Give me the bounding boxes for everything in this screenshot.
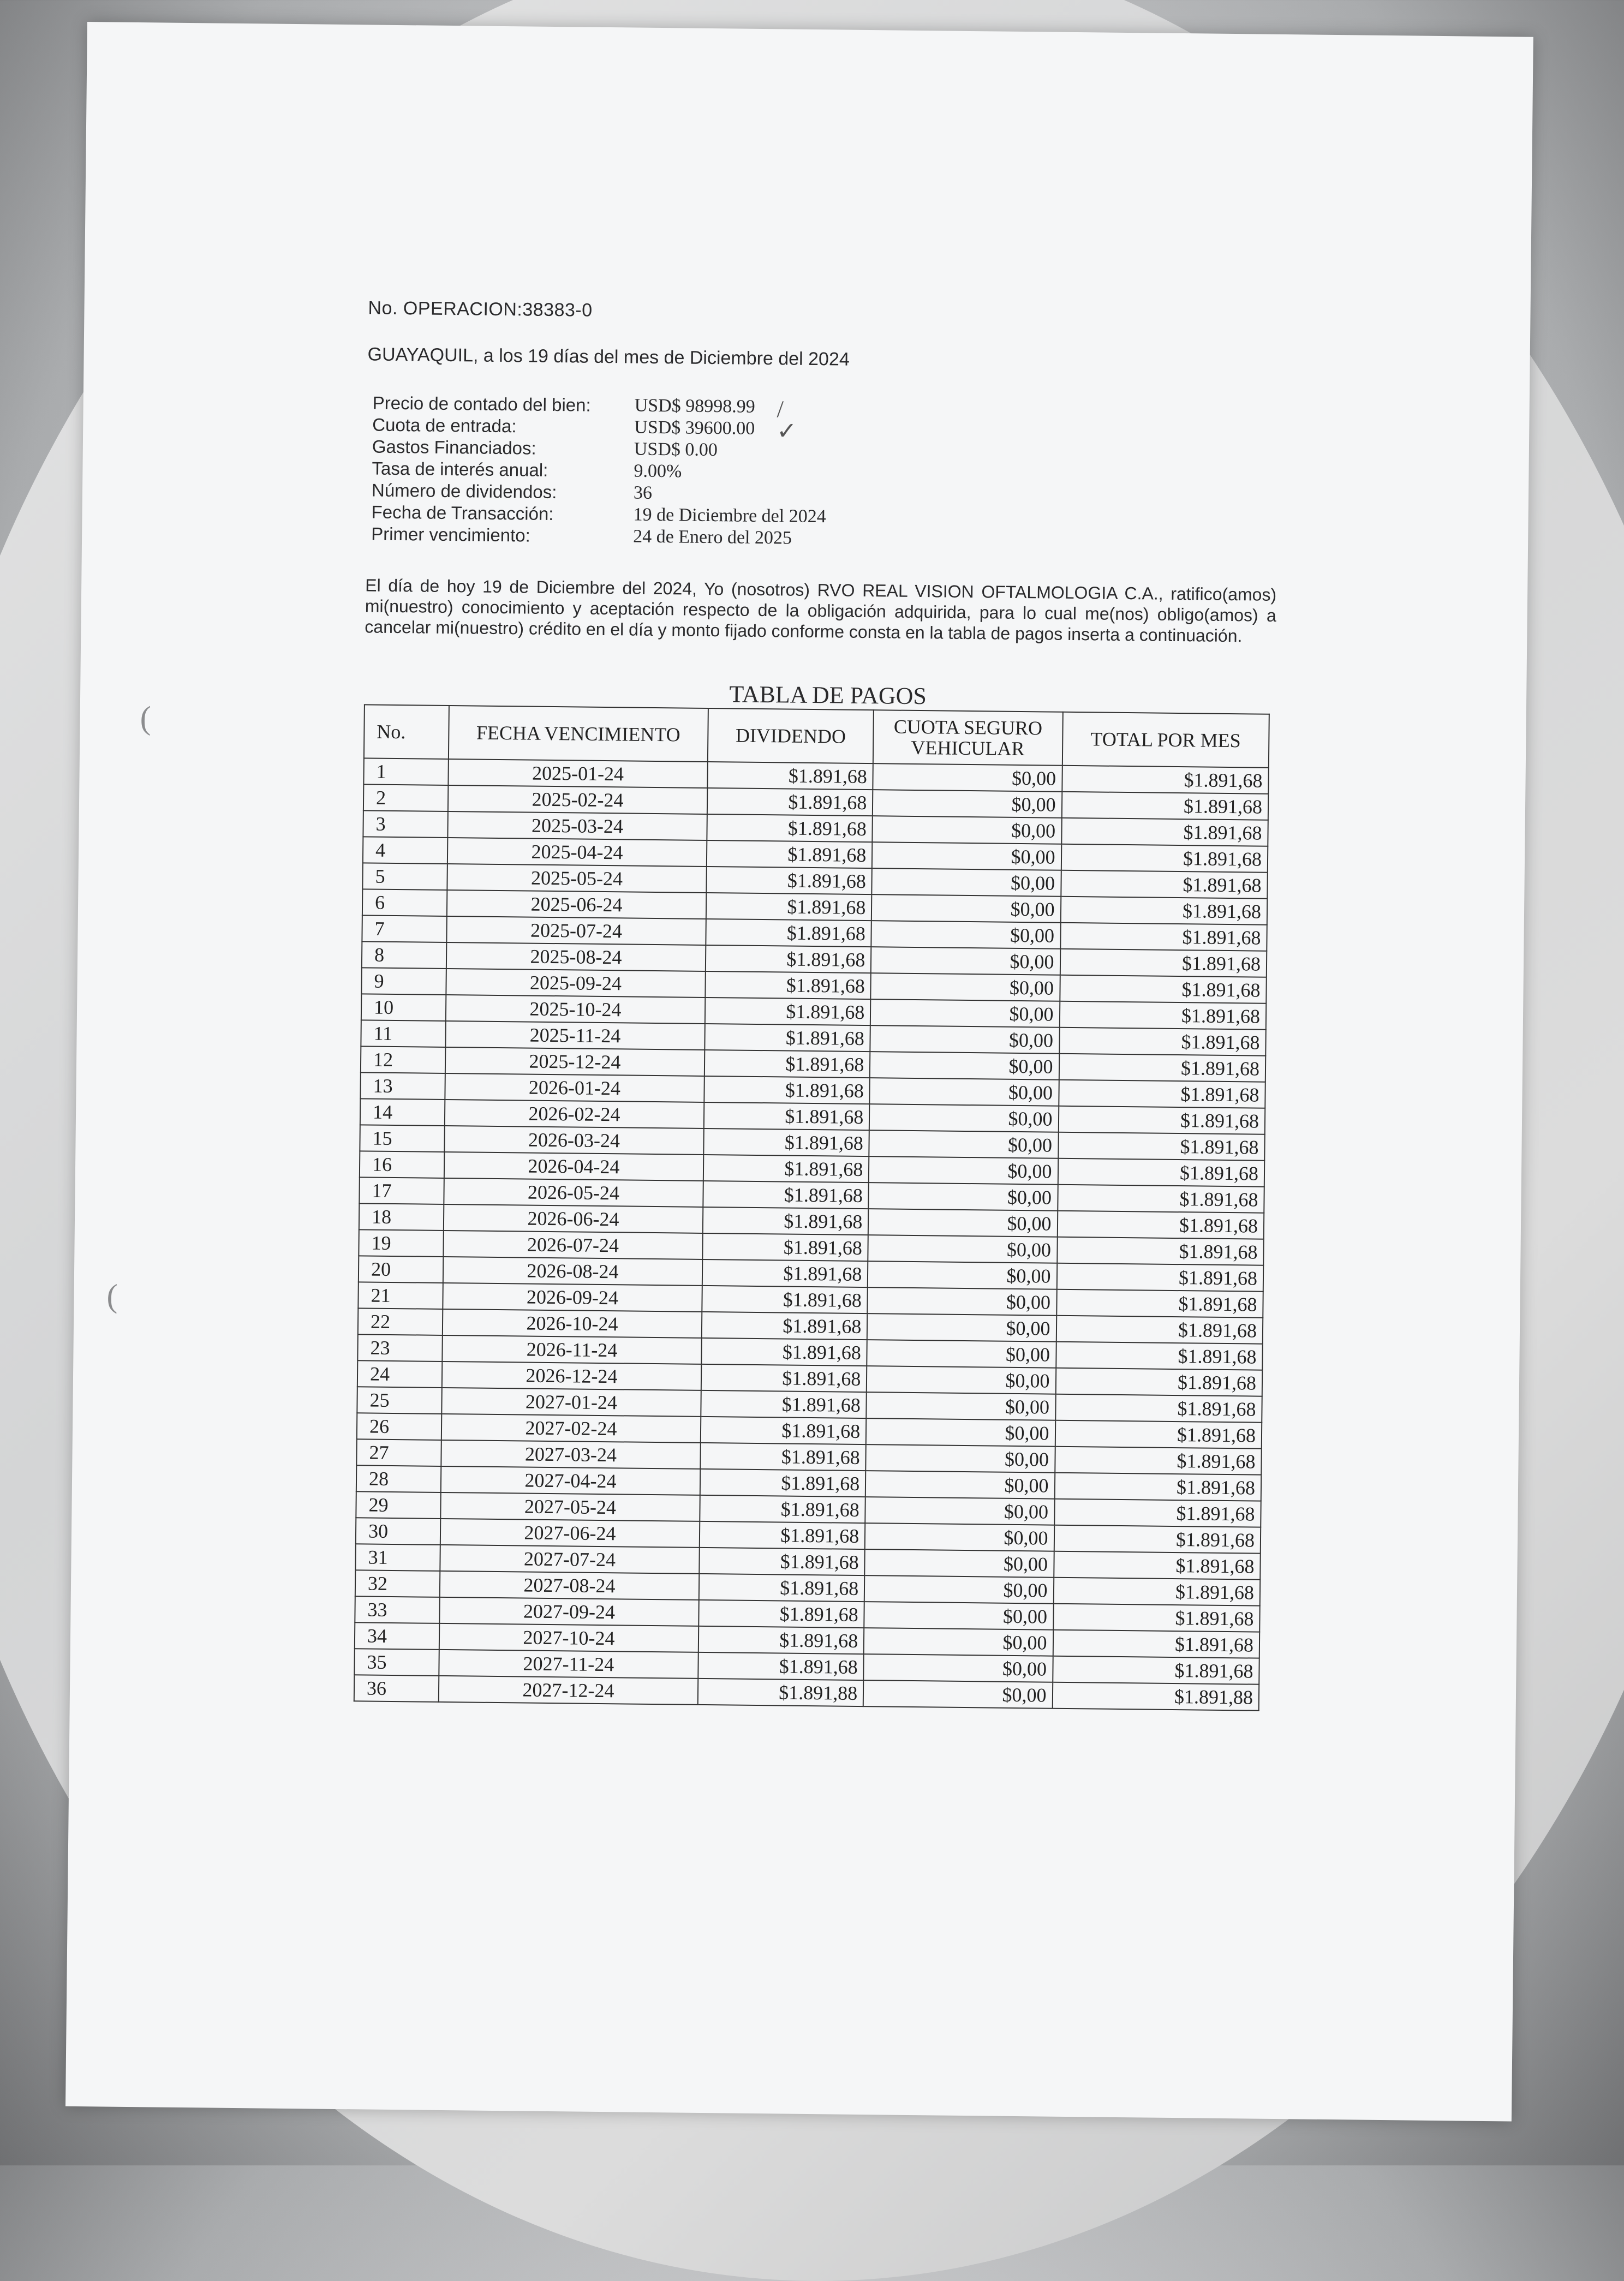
row-dividend: $1.891,68 (700, 1495, 865, 1523)
header-no: No. (364, 704, 449, 759)
row-total: $1.891,68 (1061, 792, 1268, 820)
term-value: USD$ 0.00 (634, 439, 718, 461)
row-dividend: $1.891,68 (707, 788, 873, 816)
row-dividend: $1.891,68 (702, 1312, 868, 1340)
header-total: TOTAL POR MES (1062, 712, 1269, 768)
document-content (354, 297, 1296, 1711)
checkmark-icon: / (777, 396, 784, 423)
row-dividend: $1.891,68 (707, 840, 873, 868)
row-total: $1.891,68 (1059, 1080, 1265, 1108)
term-label: Cuota de entrada: (372, 414, 517, 437)
row-total: $1.891,68 (1054, 1473, 1261, 1501)
term-value: USD$ 98998.99 (634, 395, 755, 417)
row-due-date: 2027-06-24 (440, 1519, 700, 1548)
row-due-date: 2026-08-24 (443, 1257, 703, 1286)
row-due-date: 2026-01-24 (445, 1073, 704, 1102)
row-number: 10 (361, 994, 446, 1021)
row-number: 36 (354, 1675, 439, 1702)
row-due-date: 2026-10-24 (443, 1309, 702, 1338)
row-total: $1.891,68 (1060, 975, 1267, 1004)
row-insurance: $0,00 (872, 842, 1061, 870)
row-due-date: 2025-06-24 (447, 890, 707, 919)
row-number: 23 (357, 1334, 442, 1362)
row-total: $1.891,68 (1060, 949, 1267, 977)
row-number: 29 (356, 1491, 440, 1519)
row-due-date: 2026-03-24 (444, 1126, 704, 1155)
row-dividend: $1.891,68 (706, 945, 871, 973)
place-date: GUAYAQUIL, a los 19 días del mes de Diciembre del 2024 (367, 344, 850, 370)
row-dividend: $1.891,88 (698, 1679, 864, 1706)
row-total: $1.891,88 (1052, 1682, 1259, 1711)
row-dividend: $1.891,68 (704, 1050, 870, 1078)
row-insurance: $0,00 (867, 1313, 1056, 1342)
row-dividend: $1.891,68 (706, 867, 872, 894)
pen-mark: ( (140, 700, 151, 736)
row-due-date: 2025-05-24 (447, 864, 707, 893)
row-dividend: $1.891,68 (703, 1128, 869, 1156)
row-number: 16 (360, 1151, 444, 1178)
payment-table (354, 704, 1270, 1711)
row-number: 19 (359, 1229, 443, 1257)
row-due-date: 2025-07-24 (446, 916, 706, 945)
row-number: 8 (362, 941, 446, 969)
row-number: 28 (356, 1465, 441, 1492)
row-dividend: $1.891,68 (703, 1155, 869, 1183)
row-number: 2 (363, 784, 448, 811)
row-insurance: $0,00 (869, 1130, 1059, 1159)
row-due-date: 2025-10-24 (446, 995, 706, 1024)
row-number: 6 (362, 889, 447, 916)
row-insurance: $0,00 (869, 1104, 1059, 1132)
row-insurance: $0,00 (873, 816, 1062, 844)
row-total: $1.891,68 (1054, 1499, 1261, 1527)
row-due-date: 2026-07-24 (443, 1231, 703, 1259)
row-number: 20 (359, 1256, 443, 1283)
table-title: TABLA DE PAGOS (729, 680, 927, 710)
header-dividend: DIVIDENDO (708, 708, 874, 763)
row-dividend: $1.891,68 (706, 893, 872, 921)
row-insurance: $0,00 (873, 790, 1062, 818)
row-number: 7 (362, 915, 446, 942)
row-dividend: $1.891,68 (699, 1548, 865, 1575)
row-total: $1.891,68 (1060, 923, 1267, 951)
row-insurance: $0,00 (870, 999, 1060, 1028)
row-total: $1.891,68 (1060, 897, 1267, 925)
row-insurance: $0,00 (864, 1654, 1053, 1682)
row-due-date: 2027-05-24 (440, 1492, 700, 1521)
row-total: $1.891,68 (1055, 1420, 1262, 1449)
row-total: $1.891,68 (1054, 1551, 1261, 1580)
row-number: 22 (358, 1308, 443, 1335)
row-insurance: $0,00 (863, 1680, 1053, 1709)
row-number: 27 (356, 1439, 441, 1466)
term-value: 36 (633, 482, 653, 503)
row-dividend: $1.891,68 (704, 1024, 870, 1052)
row-dividend: $1.891,68 (707, 762, 873, 790)
row-due-date: 2027-10-24 (439, 1623, 699, 1652)
row-dividend: $1.891,68 (702, 1233, 868, 1261)
row-insurance: $0,00 (867, 1392, 1056, 1420)
row-insurance: $0,00 (871, 947, 1060, 975)
row-number: 5 (362, 863, 447, 890)
row-total: $1.891,68 (1062, 766, 1269, 794)
row-total: $1.891,68 (1053, 1630, 1259, 1658)
row-due-date: 2025-01-24 (448, 759, 708, 788)
row-total: $1.891,68 (1058, 1132, 1265, 1161)
row-number: 13 (360, 1072, 445, 1100)
row-number: 9 (361, 968, 446, 995)
term-value: 9.00% (634, 461, 682, 482)
row-number: 12 (361, 1046, 445, 1073)
row-total: $1.891,68 (1061, 870, 1268, 899)
row-total: $1.891,68 (1061, 818, 1268, 846)
row-number: 11 (361, 1020, 445, 1047)
row-due-date: 2027-04-24 (441, 1466, 701, 1495)
row-total: $1.891,68 (1054, 1525, 1261, 1554)
row-number: 34 (355, 1622, 439, 1650)
header-insurance: CUOTA SEGURO VEHICULAR (873, 710, 1062, 766)
row-insurance: $0,00 (868, 1261, 1057, 1289)
row-due-date: 2027-01-24 (441, 1388, 701, 1417)
row-number: 32 (355, 1570, 440, 1597)
row-insurance: $0,00 (871, 894, 1061, 923)
row-total: $1.891,68 (1061, 844, 1268, 873)
row-insurance: $0,00 (865, 1471, 1055, 1499)
row-number: 35 (354, 1649, 439, 1676)
row-dividend: $1.891,68 (703, 1207, 869, 1235)
row-dividend: $1.891,68 (698, 1626, 864, 1654)
row-due-date: 2026-06-24 (444, 1204, 703, 1233)
row-insurance: $0,00 (870, 1078, 1059, 1106)
row-insurance: $0,00 (866, 1444, 1055, 1473)
row-total: $1.891,68 (1053, 1604, 1260, 1632)
row-due-date: 2026-04-24 (444, 1152, 704, 1181)
row-total: $1.891,68 (1055, 1368, 1262, 1396)
row-dividend: $1.891,68 (700, 1521, 865, 1549)
row-due-date: 2027-11-24 (439, 1650, 698, 1679)
row-due-date: 2026-09-24 (443, 1283, 702, 1312)
row-dividend: $1.891,68 (704, 1102, 870, 1130)
credit-terms (371, 392, 1295, 554)
row-insurance: $0,00 (865, 1549, 1054, 1578)
row-total: $1.891,68 (1059, 1054, 1265, 1082)
row-dividend: $1.891,68 (700, 1443, 866, 1471)
row-number: 14 (360, 1098, 445, 1126)
row-dividend: $1.891,68 (702, 1286, 868, 1313)
row-number: 21 (358, 1282, 443, 1309)
term-value: 24 de Enero del 2025 (632, 526, 792, 548)
pen-mark: ( (106, 1277, 118, 1314)
term-label: Tasa de interés anual: (372, 458, 548, 480)
operation-number: No. OPERACION:38383-0 (368, 297, 593, 321)
row-total: $1.891,68 (1058, 1185, 1264, 1213)
row-number: 33 (355, 1596, 439, 1623)
row-dividend: $1.891,68 (701, 1338, 867, 1366)
row-total: $1.891,68 (1056, 1289, 1263, 1318)
row-total: $1.891,68 (1053, 1656, 1259, 1685)
term-label: Número de dividendos: (371, 480, 557, 503)
row-insurance: $0,00 (865, 1523, 1054, 1551)
checkmark-icon: ✓ (776, 417, 797, 445)
row-dividend: $1.891,68 (706, 919, 871, 947)
row-total: $1.891,68 (1056, 1316, 1263, 1344)
row-number: 31 (355, 1544, 440, 1571)
row-due-date: 2026-12-24 (442, 1362, 702, 1390)
row-insurance: $0,00 (870, 1025, 1060, 1054)
row-total: $1.891,68 (1056, 1342, 1263, 1370)
row-due-date: 2025-11-24 (445, 1021, 705, 1050)
term-label: Fecha de Transacción: (371, 501, 554, 524)
row-insurance: $0,00 (864, 1602, 1054, 1630)
row-due-date: 2027-08-24 (440, 1571, 700, 1600)
row-insurance: $0,00 (873, 763, 1062, 792)
row-dividend: $1.891,68 (705, 971, 871, 999)
row-due-date: 2027-07-24 (440, 1545, 700, 1574)
row-insurance: $0,00 (868, 1209, 1058, 1237)
row-due-date: 2025-12-24 (445, 1047, 705, 1076)
row-insurance: $0,00 (865, 1497, 1055, 1525)
term-label: Precio de contado del bien: (372, 392, 591, 415)
row-insurance: $0,00 (867, 1366, 1056, 1394)
payment-rows (354, 758, 1269, 1710)
term-label: Gastos Financiados: (372, 436, 536, 458)
row-total: $1.891,68 (1056, 1263, 1263, 1292)
row-total: $1.891,68 (1058, 1159, 1264, 1187)
row-due-date: 2027-12-24 (439, 1676, 698, 1705)
row-number: 18 (359, 1203, 444, 1231)
row-due-date: 2025-08-24 (446, 942, 706, 971)
header-due-date: FECHA VENCIMIENTO (449, 706, 708, 762)
row-due-date: 2025-04-24 (447, 838, 707, 867)
row-dividend: $1.891,68 (705, 998, 871, 1025)
row-due-date: 2025-09-24 (446, 969, 706, 998)
row-dividend: $1.891,68 (700, 1469, 866, 1497)
row-insurance: $0,00 (871, 921, 1061, 949)
row-due-date: 2026-02-24 (445, 1100, 704, 1128)
row-insurance: $0,00 (872, 868, 1061, 897)
row-insurance: $0,00 (868, 1287, 1057, 1316)
row-dividend: $1.891,68 (702, 1259, 868, 1287)
row-dividend: $1.891,68 (701, 1417, 867, 1444)
row-number: 3 (363, 810, 447, 838)
row-dividend: $1.891,68 (698, 1652, 864, 1680)
row-dividend: $1.891,68 (701, 1364, 867, 1392)
row-insurance: $0,00 (870, 1052, 1059, 1080)
term-value: 19 de Diciembre del 2024 (633, 504, 826, 527)
row-due-date: 2025-03-24 (447, 811, 707, 840)
row-insurance: $0,00 (871, 973, 1060, 1001)
row-insurance: $0,00 (866, 1418, 1055, 1447)
row-insurance: $0,00 (864, 1575, 1054, 1604)
row-number: 1 (363, 758, 448, 785)
row-total: $1.891,68 (1055, 1447, 1262, 1475)
row-due-date: 2027-02-24 (441, 1414, 701, 1443)
row-total: $1.891,68 (1059, 1028, 1266, 1056)
row-total: $1.891,68 (1053, 1578, 1260, 1606)
row-insurance: $0,00 (864, 1628, 1053, 1656)
row-dividend: $1.891,68 (701, 1390, 867, 1418)
row-due-date: 2026-11-24 (442, 1335, 702, 1364)
row-dividend: $1.891,68 (704, 1076, 870, 1104)
row-total: $1.891,68 (1058, 1106, 1265, 1134)
row-total: $1.891,68 (1057, 1237, 1264, 1265)
row-total: $1.891,68 (1059, 1001, 1266, 1030)
acceptance-paragraph: El día de hoy 19 de Diciembre del 2024, Yo (nosotros) RVO REAL VISION OFTALMOLOGIA C.A., ratifico(amos) mi(nuestro) conocimiento y aceptación respecto de la obligación adquirida, para lo cual me(nos) obligo(amos) a cancelar mi(nuestro) crédito en el día y monto fijado conforme consta en la tabla de pagos inserta a continuación. (365, 575, 1277, 646)
row-number: 26 (357, 1413, 441, 1440)
row-number: 24 (357, 1360, 442, 1388)
row-total: $1.891,68 (1055, 1394, 1262, 1423)
row-number: 25 (357, 1387, 441, 1414)
row-insurance: $0,00 (869, 1183, 1058, 1211)
row-number: 17 (359, 1177, 444, 1204)
term-value: USD$ 39600.00 (634, 417, 755, 439)
term-label: Primer vencimiento: (371, 523, 530, 546)
row-due-date: 2027-09-24 (439, 1597, 699, 1626)
row-due-date: 2027-03-24 (441, 1440, 701, 1469)
row-insurance: $0,00 (868, 1235, 1058, 1263)
row-dividend: $1.891,68 (707, 814, 873, 842)
row-due-date: 2025-02-24 (448, 785, 708, 814)
row-number: 15 (360, 1125, 444, 1152)
table-header-row (364, 704, 1269, 767)
row-dividend: $1.891,68 (703, 1181, 869, 1209)
document-page (65, 22, 1533, 2122)
row-dividend: $1.891,68 (698, 1600, 864, 1628)
row-dividend: $1.891,68 (699, 1574, 865, 1602)
row-number: 4 (363, 837, 447, 864)
row-insurance: $0,00 (867, 1340, 1056, 1368)
row-due-date: 2026-05-24 (444, 1178, 703, 1207)
row-insurance: $0,00 (869, 1156, 1058, 1185)
row-total: $1.891,68 (1057, 1211, 1264, 1239)
row-number: 30 (356, 1518, 440, 1545)
